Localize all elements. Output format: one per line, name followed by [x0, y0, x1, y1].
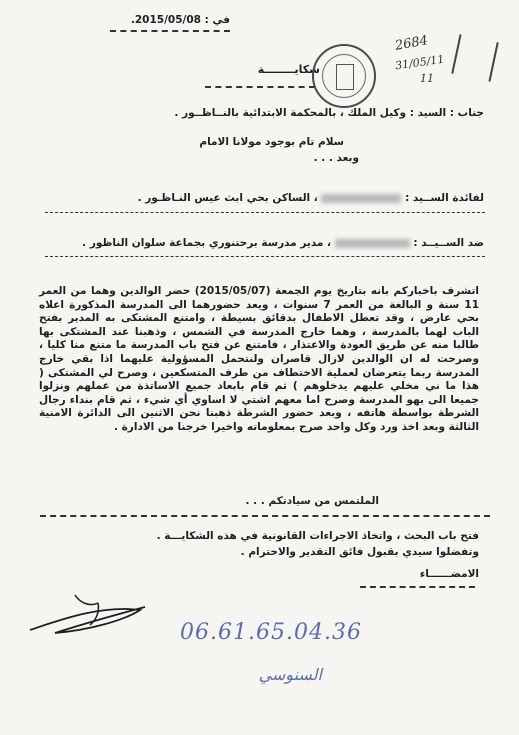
after-line: وبعد . . . [313, 152, 359, 164]
separator [40, 515, 490, 517]
redacted-plaintiff-name [321, 194, 401, 203]
official-stamp [312, 44, 376, 108]
date-underline [110, 30, 230, 32]
date-line: في : 2015/05/08. [130, 14, 230, 26]
document-title: شكايــــــــة [257, 63, 320, 76]
registration-number: 2684 [393, 33, 430, 54]
registration-count: 11 [420, 72, 434, 85]
registration-marks [451, 34, 498, 81]
handwritten-signature [20, 585, 160, 645]
defendant-underline [45, 256, 485, 257]
plaintiff-prefix: لفائدة الســيد : [401, 192, 484, 204]
title-underline [205, 86, 315, 88]
complaint-paragraph: اتشرف باخباركم بانه بتاريخ يوم الجمعة (2015/05/07) حضر الوالدين وهما من العمر 11 سنة و البالغة من العمر 7 سنوات ، ويعد حضورهما الى المدرسة المذكورة اعلاه بحي عارض ، وقد تعطل الاطفال بدقائق بسيطة ، وامتنع المشتكى به المدير بفتح الباب لهما بالمدرسة ، وهما خارج المدرسة في الشمس ، وذهبنا عند المشتكى بها طالبا منه عن طريق العودة والاعتذار ، فامتنع عن فتح باب المدرسة ما متنع منا كليا ، وصرحت له ان الوالدين لازال قاصران ولنتحمل المسؤولية عليهما اذا بقي خارج المدرسة ربما يتعرضان لعملية الاختطاف من طرف المتسكعين ، وصرح لي المشتكى ( هذا ما ني مخلي عليهم يدخلوهم ) ثم قام بابعاد جميع الاساتذة من عملهم ونزلوا جميعا الى بهو المدرسة وصرح اما معهم اشتي لا اساوي أي شيء ، ثم قام بنداء رجال الشرطة بواسطة هاتفه ، وبعد حضور الشرطة ذهبنا نحن الاثنين الى الدائرة الامنية الثالثة وبعد اخذ ورد وكل واحد صرح بمعلوماته واخيرا خرجنا من الادارة . [39, 285, 480, 433]
defendant-suffix: ، مدير مدرسة برحتنوري بجماعة سلوان الناظور . [82, 237, 332, 249]
plaintiff-suffix: ، الساكن بحي ابث عيس النـاظـور . [137, 192, 318, 204]
request-line-1: فتح باب البحث ، واتخاذ الاجراءات القانونية في هذه الشكايـــة . [156, 530, 479, 542]
registration-date: 31/05/11 [394, 52, 446, 73]
request-line-2: وتفضلوا سيدي بقبول فائق التقدير والاحترام . [240, 546, 479, 558]
signature-label: الامضــــــاء [419, 568, 479, 580]
redacted-defendant-name [335, 239, 410, 248]
recipient-line: جناب : السيد : وكيل الملك ، بالمحكمة الابتدائية بالنــاظــور . [174, 107, 484, 119]
greeting-line: سلام تام بوجود مولانا الامام [199, 136, 344, 148]
defendant-line [34, 237, 484, 250]
handwritten-phone: 06.61.65.04.36 [180, 620, 362, 645]
defendant-prefix: ضد الســيــد : [409, 237, 484, 249]
petition-line: الملتمس من سيادتكم . . . [245, 495, 379, 507]
stamp-emblem [336, 64, 354, 90]
signature-underline [360, 586, 475, 588]
handwritten-name: السنوسي [258, 665, 322, 684]
plaintiff-underline [45, 212, 485, 213]
complaint-body [39, 285, 479, 435]
plaintiff-line [34, 192, 484, 205]
